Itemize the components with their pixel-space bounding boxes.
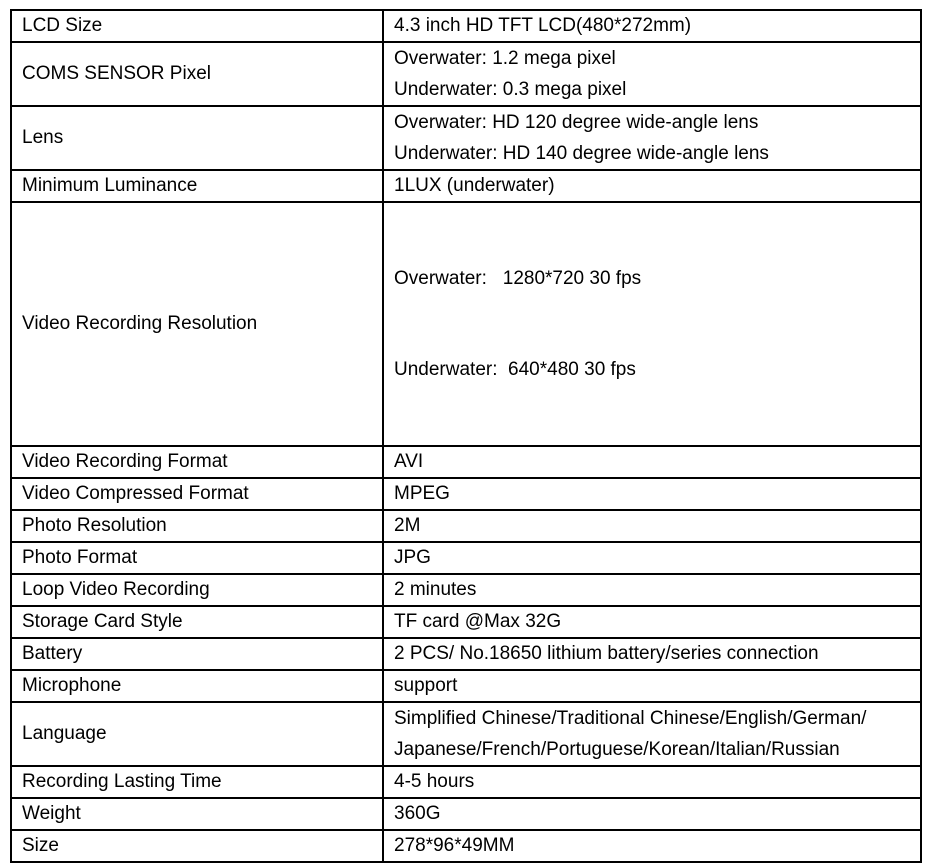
table-row (11, 766, 921, 798)
spec-label: LCD Size (11, 10, 383, 42)
spec-value-line: TF card @Max 32G (394, 611, 562, 632)
spec-value (383, 542, 921, 574)
spec-value (383, 766, 921, 798)
spec-label: Video Recording Format (11, 446, 383, 478)
spec-value-line: 2 PCS/ No.18650 lithium battery/series connection (394, 643, 819, 664)
table-row (11, 830, 921, 862)
table-row (11, 670, 921, 702)
spec-label: COMS SENSOR Pixel (11, 42, 383, 106)
spec-value (383, 202, 921, 446)
spec-value-line: Underwater: HD 140 degree wide-angle lens (394, 143, 769, 164)
spec-value (383, 606, 921, 638)
spec-value-line: AVI (394, 451, 424, 472)
table-row (11, 638, 921, 670)
spec-value (383, 670, 921, 702)
table-row (11, 798, 921, 830)
spec-value (383, 106, 921, 170)
spec-value (383, 638, 921, 670)
spec-value-line: 2M (394, 515, 421, 536)
spec-value (383, 574, 921, 606)
spec-value-line: Overwater: 1.2 mega pixel (394, 48, 616, 69)
spec-value (383, 42, 921, 106)
table-row (11, 10, 921, 42)
spec-value-line: 4-5 hours (394, 771, 475, 792)
spec-label: Storage Card Style (11, 606, 383, 638)
table-row (11, 106, 921, 170)
spec-value (383, 830, 921, 862)
spec-label: Photo Format (11, 542, 383, 574)
table-row (11, 202, 921, 446)
spec-value (383, 446, 921, 478)
table-row (11, 446, 921, 478)
spec-value-line: 360G (394, 803, 441, 824)
table-row (11, 478, 921, 510)
table-row (11, 606, 921, 638)
spec-value-line: MPEG (394, 483, 450, 504)
spec-value-line: Simplified Chinese/Traditional Chinese/English/German/ (394, 708, 867, 729)
table-row (11, 510, 921, 542)
spec-label: Minimum Luminance (11, 170, 383, 202)
spec-value-line: Overwater: 1280*720 30 fps (394, 268, 642, 289)
spec-value-line: 2 minutes (394, 579, 477, 600)
spec-label: Size (11, 830, 383, 862)
spec-label: Photo Resolution (11, 510, 383, 542)
spec-value-line: JPG (394, 547, 431, 568)
spec-value (383, 170, 921, 202)
spec-label: Weight (11, 798, 383, 830)
spec-label: Video Recording Resolution (11, 202, 383, 446)
spec-value (383, 510, 921, 542)
spec-value-line: Overwater: HD 120 degree wide-angle lens (394, 112, 759, 133)
table-row (11, 42, 921, 106)
spec-value-line: support (394, 675, 458, 696)
spec-label: Microphone (11, 670, 383, 702)
spec-label: Video Compressed Format (11, 478, 383, 510)
spec-table (10, 9, 922, 863)
spec-value-line: 1LUX (underwater) (394, 175, 555, 196)
spec-value-line: Underwater: 640*480 30 fps (394, 359, 636, 380)
spec-value (383, 10, 921, 42)
spec-label: Lens (11, 106, 383, 170)
table-row (11, 542, 921, 574)
table-row (11, 170, 921, 202)
spec-value-line: 278*96*49MM (394, 835, 515, 856)
spec-value (383, 478, 921, 510)
spec-label: Battery (11, 638, 383, 670)
table-row (11, 574, 921, 606)
spec-label: Loop Video Recording (11, 574, 383, 606)
spec-label: Language (11, 702, 383, 766)
spec-value-line: 4.3 inch HD TFT LCD(480*272mm) (394, 15, 692, 36)
spec-label: Recording Lasting Time (11, 766, 383, 798)
spec-value (383, 798, 921, 830)
spec-value-line: Underwater: 0.3 mega pixel (394, 79, 627, 100)
spec-value-line: Japanese/French/Portuguese/Korean/Italian/Russian (394, 739, 840, 760)
table-row (11, 702, 921, 766)
spec-value (383, 702, 921, 766)
